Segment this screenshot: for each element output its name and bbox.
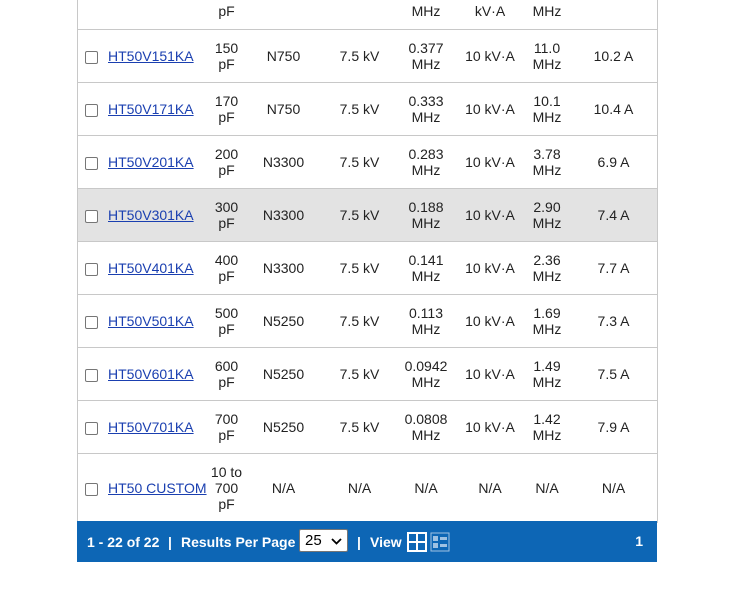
frequency-cell	[396, 295, 456, 348]
power-rating-value: 10 kV·A	[465, 366, 515, 382]
voltage-value: 7.5 kV	[339, 366, 380, 382]
row-select-cell	[78, 189, 106, 242]
capacitance-cell	[209, 401, 244, 454]
capacitance-value: 300 pF	[214, 199, 239, 231]
capacitance-value: pF	[218, 3, 235, 19]
table-row	[78, 83, 657, 136]
power-rating-value: 10 kV·A	[465, 260, 515, 276]
resonant-frequency-cell	[524, 242, 570, 295]
current-cell	[570, 136, 657, 189]
table-row	[78, 136, 657, 189]
row-select-cell	[78, 0, 106, 30]
part-number-link[interactable]: HT50V201KA	[108, 154, 194, 170]
chevron-down-icon	[331, 533, 342, 549]
part-number-link[interactable]: HT50V171KA	[108, 101, 194, 117]
frequency-value: 0.333 MHz	[408, 93, 444, 125]
current-cell	[570, 401, 657, 454]
power-rating-cell	[456, 83, 524, 136]
frequency-value: 0.113 MHz	[409, 305, 443, 337]
capacitance-cell	[209, 0, 244, 30]
power-rating-cell	[456, 30, 524, 83]
power-rating-value: 10 kV·A	[465, 154, 515, 170]
power-rating-cell	[456, 242, 524, 295]
part-number-cell	[106, 401, 209, 454]
part-number-cell	[106, 189, 209, 242]
voltage-value: 7.5 kV	[339, 313, 380, 329]
dielectric-value: N5250	[262, 313, 305, 329]
current-value: 7.4 A	[597, 207, 630, 223]
voltage-cell	[323, 348, 396, 401]
dielectric-value: N5250	[262, 419, 305, 435]
current-cell	[570, 83, 657, 136]
row-select-cell	[78, 348, 106, 401]
results-per-page-select[interactable]	[299, 529, 348, 552]
voltage-cell	[323, 401, 396, 454]
current-value: 10.2 A	[593, 48, 634, 64]
frequency-cell	[396, 83, 456, 136]
capacitance-value: 700 pF	[214, 411, 239, 443]
frequency-cell	[396, 242, 456, 295]
voltage-value: 7.5 kV	[339, 154, 380, 170]
current-value: 7.5 A	[597, 366, 630, 382]
row-select-cell	[78, 401, 106, 454]
results-range: 1 - 22 of 22	[87, 534, 160, 550]
power-rating-value: 10 kV·A	[465, 101, 515, 117]
results-table-body	[78, 0, 657, 523]
row-select-cell	[78, 136, 106, 189]
power-rating-cell	[456, 295, 524, 348]
capacitance-cell	[209, 242, 244, 295]
part-number-cell	[106, 30, 209, 83]
capacitance-value: 200 pF	[214, 146, 239, 178]
frequency-cell	[396, 348, 456, 401]
row-select-cell	[78, 454, 106, 523]
voltage-value: 7.5 kV	[339, 207, 380, 223]
power-rating-value: 10 kV·A	[465, 48, 515, 64]
voltage-value: 7.5 kV	[339, 48, 380, 64]
capacitance-value: 170 pF	[214, 93, 239, 125]
part-number-link[interactable]: HT50V701KA	[108, 419, 194, 435]
dielectric-cell	[244, 242, 323, 295]
resonant-frequency-cell	[524, 0, 570, 30]
part-number-cell	[106, 242, 209, 295]
frequency-cell	[396, 454, 456, 523]
part-number-cell	[106, 83, 209, 136]
dielectric-value: N750	[266, 101, 301, 117]
current-page-number[interactable]: 1	[635, 533, 643, 549]
voltage-value: N/A	[347, 480, 372, 496]
capacitance-cell	[209, 295, 244, 348]
part-number-cell	[106, 454, 209, 523]
resonant-frequency-value: 11.0 MHz	[532, 40, 562, 72]
grid-view-icon[interactable]	[407, 532, 427, 552]
resonant-frequency-value: 2.90 MHz	[532, 199, 562, 231]
resonant-frequency-value: 2.36 MHz	[532, 252, 562, 284]
frequency-cell	[396, 136, 456, 189]
frequency-value: 0.0808 MHz	[404, 411, 448, 443]
voltage-cell	[323, 30, 396, 83]
voltage-value: 7.5 kV	[339, 260, 380, 276]
capacitance-value: 150 pF	[214, 40, 239, 72]
current-cell	[570, 0, 657, 30]
dielectric-value: N750	[266, 48, 301, 64]
part-number-link[interactable]: HT50 CUSTOM	[108, 480, 207, 496]
frequency-value: N/A	[414, 480, 438, 496]
power-rating-value: 10 kV·A	[465, 207, 515, 223]
row-checkbox[interactable]	[85, 104, 98, 117]
row-checkbox[interactable]	[85, 263, 98, 276]
row-checkbox[interactable]	[85, 51, 98, 64]
capacitance-cell	[209, 136, 244, 189]
part-number-link[interactable]: HT50V501KA	[108, 313, 194, 329]
resonant-frequency-value: 1.69 MHz	[532, 305, 562, 337]
part-number-link[interactable]: HT50V151KA	[108, 48, 194, 64]
capacitance-value: 500 pF	[214, 305, 239, 337]
table-row	[78, 30, 657, 83]
capacitance-cell	[209, 454, 244, 523]
resonant-frequency-cell	[524, 189, 570, 242]
current-cell	[570, 30, 657, 83]
table-row	[78, 401, 657, 454]
row-select-cell	[78, 295, 106, 348]
frequency-cell	[396, 189, 456, 242]
results-table-container	[77, 0, 658, 523]
power-rating-cell	[456, 189, 524, 242]
dielectric-value: N5250	[262, 366, 305, 382]
current-cell	[570, 348, 657, 401]
list-view-icon[interactable]	[430, 532, 450, 552]
dielectric-cell	[244, 189, 323, 242]
voltage-cell	[323, 189, 396, 242]
row-select-cell	[78, 30, 106, 83]
dielectric-value: N3300	[262, 260, 305, 276]
row-checkbox[interactable]	[85, 210, 98, 223]
current-value: 10.4 A	[593, 101, 634, 117]
resonant-frequency-value: 1.42 MHz	[532, 411, 562, 443]
part-number-link[interactable]: HT50V401KA	[108, 260, 194, 276]
voltage-value: 7.5 kV	[339, 419, 380, 435]
capacitance-value: 10 to 700 pF	[210, 464, 243, 512]
resonant-frequency-cell	[524, 348, 570, 401]
current-value: 7.7 A	[597, 260, 630, 276]
dielectric-value: N3300	[262, 207, 305, 223]
dielectric-cell	[244, 30, 323, 83]
voltage-cell	[323, 0, 396, 30]
frequency-value: 0.141 MHz	[408, 252, 444, 284]
part-number-link[interactable]: HT50V301KA	[108, 207, 194, 223]
frequency-value: 0.0942 MHz	[404, 358, 448, 390]
capacitance-cell	[209, 30, 244, 83]
voltage-cell	[323, 242, 396, 295]
results-per-page-value: 25	[305, 532, 322, 549]
power-rating-cell	[456, 454, 524, 523]
frequency-value: 0.188 MHz	[408, 199, 444, 231]
footer-separator: |	[168, 534, 172, 550]
frequency-cell	[396, 401, 456, 454]
voltage-value: 7.5 kV	[339, 101, 380, 117]
current-value: 7.3 A	[597, 313, 630, 329]
table-row	[78, 189, 657, 242]
resonant-frequency-cell	[524, 401, 570, 454]
frequency-cell	[396, 30, 456, 83]
footer-separator: |	[357, 534, 361, 550]
part-number-link[interactable]: HT50V601KA	[108, 366, 194, 382]
table-row	[78, 295, 657, 348]
voltage-cell	[323, 136, 396, 189]
voltage-cell	[323, 295, 396, 348]
capacitance-cell	[209, 189, 244, 242]
current-cell	[570, 295, 657, 348]
dielectric-cell	[244, 401, 323, 454]
resonant-frequency-cell	[524, 454, 570, 523]
row-select-cell	[78, 83, 106, 136]
power-rating-cell	[456, 136, 524, 189]
row-select-cell	[78, 242, 106, 295]
resonant-frequency-value: N/A	[535, 480, 559, 496]
resonant-frequency-value: 1.49 MHz	[532, 358, 562, 390]
voltage-cell	[323, 454, 396, 523]
dielectric-value: N3300	[262, 154, 305, 170]
resonant-frequency-value: 10.1 MHz	[532, 93, 562, 125]
dielectric-value: N/A	[271, 480, 296, 496]
current-value: 7.9 A	[597, 419, 630, 435]
dielectric-cell	[244, 83, 323, 136]
capacitance-cell	[209, 83, 244, 136]
resonant-frequency-value: 3.78 MHz	[532, 146, 562, 178]
table-row	[78, 454, 657, 523]
frequency-value: 0.283 MHz	[408, 146, 444, 178]
current-value: N/A	[601, 480, 626, 496]
row-checkbox[interactable]	[85, 369, 98, 382]
current-cell	[570, 242, 657, 295]
capacitance-value: 400 pF	[214, 252, 239, 284]
power-rating-cell	[456, 401, 524, 454]
part-number-cell	[106, 295, 209, 348]
capacitance-cell	[209, 348, 244, 401]
row-checkbox[interactable]	[85, 316, 98, 329]
dielectric-cell	[244, 136, 323, 189]
table-row	[78, 242, 657, 295]
resonant-frequency-value: MHz	[532, 3, 562, 19]
dielectric-cell	[244, 348, 323, 401]
part-number-cell	[106, 348, 209, 401]
resonant-frequency-cell	[524, 83, 570, 136]
resonant-frequency-cell	[524, 136, 570, 189]
current-cell	[570, 454, 657, 523]
frequency-value: 0.377 MHz	[408, 40, 444, 72]
frequency-cell	[396, 0, 456, 30]
row-checkbox[interactable]	[85, 483, 98, 496]
voltage-cell	[323, 83, 396, 136]
resonant-frequency-cell	[524, 295, 570, 348]
part-number-cell	[106, 136, 209, 189]
dielectric-cell	[244, 0, 323, 30]
row-checkbox[interactable]	[85, 422, 98, 435]
power-rating-value: N/A	[478, 480, 502, 496]
power-rating-value: 10 kV·A	[465, 313, 515, 329]
dielectric-cell	[244, 295, 323, 348]
frequency-value: MHz	[411, 3, 441, 19]
results-per-page-label: Results Per Page	[181, 534, 296, 550]
current-cell	[570, 189, 657, 242]
view-label: View	[370, 534, 402, 550]
resonant-frequency-cell	[524, 30, 570, 83]
power-rating-value: kV·A	[474, 3, 506, 19]
row-checkbox[interactable]	[85, 157, 98, 170]
table-row	[78, 348, 657, 401]
power-rating-value: 10 kV·A	[465, 419, 515, 435]
table-row	[78, 0, 657, 30]
power-rating-cell	[456, 0, 524, 30]
current-value: 6.9 A	[597, 154, 630, 170]
part-number-cell	[106, 0, 209, 30]
results-table	[78, 0, 657, 523]
pagination-bar	[77, 521, 657, 562]
power-rating-cell	[456, 348, 524, 401]
dielectric-cell	[244, 454, 323, 523]
capacitance-value: 600 pF	[214, 358, 239, 390]
